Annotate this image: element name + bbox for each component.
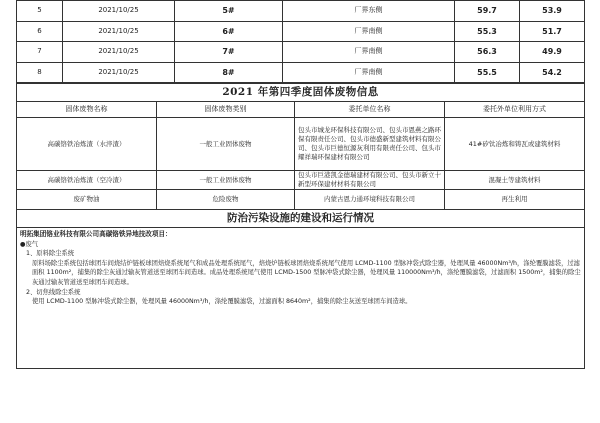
day-value: 55.3 [455,21,520,42]
item-1-text: 原料场除尘系统包括球团车间烧结炉链板球团焙烧系统尾气和成品处理系统尾气，焙烧炉链板球团焙烧系统尾气使用 LCMD-1100 型脉冲袋式除尘器，处理风量 46000Nm³/h，涤纶覆膜滤袋，过滤面积 1100m²，捕集的除尘灰通过输灰管道送至球团车间造球。成品处理系统尾气使用 LCMD-1500 型脉冲袋式除尘器，处理风量 110000Nm³/h，涤纶覆膜滤袋，过滤面积 1500m²，捕集的除尘灰通过输灰管道送至球团车间造球。 [32,259,581,286]
utilization-method: 再生利用 [445,190,585,210]
monitor-date: 2021/10/25 [63,1,175,22]
waste-category: 危险废物 [157,190,295,210]
waste-row [17,118,585,171]
monitor-date: 2021/10/25 [63,62,175,83]
utilization-method: 混凝土等建筑材料 [445,171,585,190]
utilization-method: 41#矽钛冶炼和铸瓦或建筑材料 [445,118,585,171]
monitor-point: 8# [175,62,283,83]
monitor-date: 2021/10/25 [63,21,175,42]
waste-row [17,190,585,210]
monitor-position: 厂界南侧 [283,42,455,63]
night-value: 53.9 [520,1,585,22]
pollution-description [17,228,585,369]
monitor-position: 厂界南侧 [283,21,455,42]
header-utilization-method: 委托外单位利用方式 [445,102,585,118]
document-page [16,0,584,369]
waste-header-row [17,102,585,118]
header-entrusted-unit: 委托单位名称 [295,102,445,118]
pollution-description-row [17,228,585,369]
monitor-point: 7# [175,42,283,63]
waste-name: 废矿物油 [17,190,157,210]
night-value: 51.7 [520,21,585,42]
item-2-heading: 2、切焦线除尘系统 [26,288,81,296]
noise-row [17,1,585,22]
noise-row [17,42,585,63]
waste-name: 高碳铬铁冶炼渣（水淬渣） [17,118,157,171]
header-waste-name: 固体废物名称 [17,102,157,118]
report-table [16,0,585,83]
waste-row [17,171,585,190]
row-number: 6 [17,21,63,42]
waste-table [16,83,585,369]
waste-name: 高碳铬铁冶炼渣（空冷渣） [17,171,157,190]
header-waste-category: 固体废物类别 [157,102,295,118]
pollution-section-title: 防治污染设施的建设和运行情况 [17,210,585,228]
night-value: 54.2 [520,62,585,83]
monitor-point: 6# [175,21,283,42]
noise-row [17,21,585,42]
item-1-heading: 1、原料除尘系统 [26,250,75,258]
day-value: 56.3 [455,42,520,63]
entrusted-unit: 包头市城龙环保科技有限公司、包头市恩燕之路环保有限责任公司、包头市德盛新型建筑材料有限公司、包头市巨德恒源灰利用有限责任公司、包头市耀祥瑞环保建材有限公司 [295,118,445,171]
monitor-date: 2021/10/25 [63,42,175,63]
bullet-exhaust: ●废气 [20,240,39,248]
waste-section-title: 2021 年第四季度固体废物信息 [17,84,585,102]
waste-category: 一般工业固体废物 [157,171,295,190]
waste-category: 一般工业固体废物 [157,118,295,171]
company-line: 明拓集团铬业科技有限公司高碳铬铁异地技改项目： [20,230,172,238]
row-number: 8 [17,62,63,83]
entrusted-unit: 包头市巨港凯金德瑞建材有限公司、包头市新立十新型环保建材材料有限公司 [295,171,445,190]
row-number: 7 [17,42,63,63]
item-2-text: 使用 LCMD-1100 型脉冲袋式除尘器，处理风量 46000Nm³/h，涤纶覆膜滤袋，过滤面积 8640m²，捕集的除尘灰送至球团车间造球。 [32,298,412,306]
monitor-position: 厂界东侧 [283,1,455,22]
day-value: 55.5 [455,62,520,83]
monitor-position: 厂界南侧 [283,62,455,83]
noise-row [17,62,585,83]
entrusted-unit: 内蒙古恩力通环境科技有限公司 [295,190,445,210]
night-value: 49.9 [520,42,585,63]
day-value: 59.7 [455,1,520,22]
row-number: 5 [17,1,63,22]
monitor-point: 5# [175,1,283,22]
